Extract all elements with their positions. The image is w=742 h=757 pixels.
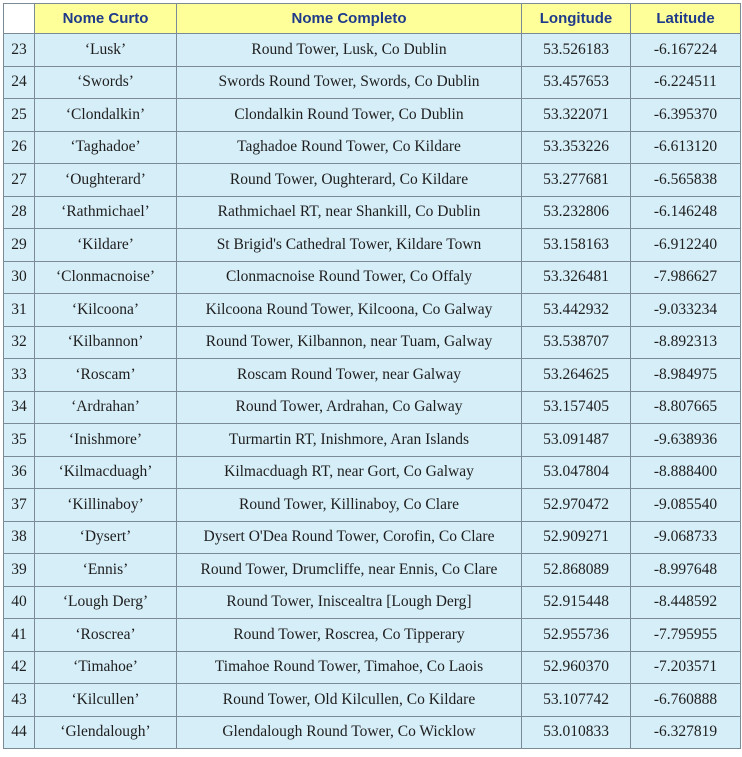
longitude-cell: 52.915448 [522, 586, 631, 619]
header-full-name: Nome Completo [177, 4, 522, 34]
full-name-cell: Round Tower, Ardrahan, Co Galway [177, 391, 522, 424]
full-name-cell: Glendalough Round Tower, Co Wicklow [177, 716, 522, 749]
short-name-cell: ‘Roscam’ [35, 359, 177, 392]
header-index [4, 4, 35, 34]
longitude-cell: 53.353226 [522, 131, 631, 164]
longitude-cell: 53.157405 [522, 391, 631, 424]
full-name-cell: Timahoe Round Tower, Timahoe, Co Laois [177, 651, 522, 684]
row-index-cell: 34 [4, 391, 35, 424]
header-latitude: Latitude [631, 4, 741, 34]
table-body [4, 34, 741, 749]
table-row [4, 716, 741, 749]
table-row [4, 489, 741, 522]
longitude-cell: 53.107742 [522, 684, 631, 717]
short-name-cell: ‘Kilcoona’ [35, 294, 177, 327]
table-row [4, 391, 741, 424]
short-name-cell: ‘Ardrahan’ [35, 391, 177, 424]
full-name-cell: Round Tower, Iniscealtra [Lough Derg] [177, 586, 522, 619]
full-name-cell: Rathmichael RT, near Shankill, Co Dublin [177, 196, 522, 229]
table-row [4, 66, 741, 99]
table-row [4, 586, 741, 619]
short-name-cell: ‘Roscrea’ [35, 619, 177, 652]
longitude-cell: 53.158163 [522, 229, 631, 262]
longitude-cell: 52.868089 [522, 554, 631, 587]
table-row [4, 554, 741, 587]
longitude-cell: 52.955736 [522, 619, 631, 652]
table-row [4, 131, 741, 164]
table-row [4, 684, 741, 717]
latitude-cell: -6.224511 [631, 66, 741, 99]
longitude-cell: 53.526183 [522, 34, 631, 67]
latitude-cell: -6.146248 [631, 196, 741, 229]
short-name-cell: ‘Lough Derg’ [35, 586, 177, 619]
table-row [4, 619, 741, 652]
short-name-cell: ‘Inishmore’ [35, 424, 177, 457]
table-row [4, 196, 741, 229]
row-index-cell: 30 [4, 261, 35, 294]
longitude-cell: 53.277681 [522, 164, 631, 197]
row-index-cell: 35 [4, 424, 35, 457]
full-name-cell: Kilmacduagh RT, near Gort, Co Galway [177, 456, 522, 489]
row-index-cell: 25 [4, 99, 35, 132]
longitude-cell: 53.232806 [522, 196, 631, 229]
short-name-cell: ‘Swords’ [35, 66, 177, 99]
row-index-cell: 28 [4, 196, 35, 229]
full-name-cell: Round Tower, Old Kilcullen, Co Kildare [177, 684, 522, 717]
short-name-cell: ‘Oughterard’ [35, 164, 177, 197]
short-name-cell: ‘Kilbannon’ [35, 326, 177, 359]
latitude-cell: -8.984975 [631, 359, 741, 392]
table-row [4, 164, 741, 197]
row-index-cell: 31 [4, 294, 35, 327]
full-name-cell: Swords Round Tower, Swords, Co Dublin [177, 66, 522, 99]
table-row [4, 261, 741, 294]
row-index-cell: 29 [4, 229, 35, 262]
full-name-cell: Turmartin RT, Inishmore, Aran Islands [177, 424, 522, 457]
short-name-cell: ‘Kilcullen’ [35, 684, 177, 717]
longitude-cell: 52.960370 [522, 651, 631, 684]
row-index-cell: 41 [4, 619, 35, 652]
table-row [4, 99, 741, 132]
longitude-cell: 53.457653 [522, 66, 631, 99]
longitude-cell: 53.047804 [522, 456, 631, 489]
longitude-cell: 53.326481 [522, 261, 631, 294]
latitude-cell: -7.795955 [631, 619, 741, 652]
full-name-cell: Round Tower, Killinaboy, Co Clare [177, 489, 522, 522]
full-name-cell: Clonmacnoise Round Tower, Co Offaly [177, 261, 522, 294]
table-row [4, 294, 741, 327]
full-name-cell: Taghadoe Round Tower, Co Kildare [177, 131, 522, 164]
row-index-cell: 42 [4, 651, 35, 684]
latitude-cell: -7.986627 [631, 261, 741, 294]
row-index-cell: 40 [4, 586, 35, 619]
longitude-cell: 53.442932 [522, 294, 631, 327]
short-name-cell: ‘Kildare’ [35, 229, 177, 262]
short-name-cell: ‘Killinaboy’ [35, 489, 177, 522]
row-index-cell: 38 [4, 521, 35, 554]
short-name-cell: ‘Taghadoe’ [35, 131, 177, 164]
latitude-cell: -8.892313 [631, 326, 741, 359]
full-name-cell: Dysert O'Dea Round Tower, Corofin, Co Clare [177, 521, 522, 554]
table-row [4, 34, 741, 67]
short-name-cell: ‘Rathmichael’ [35, 196, 177, 229]
full-name-cell: Round Tower, Oughterard, Co Kildare [177, 164, 522, 197]
round-towers-table [3, 3, 741, 749]
row-index-cell: 44 [4, 716, 35, 749]
latitude-cell: -9.638936 [631, 424, 741, 457]
longitude-cell: 53.264625 [522, 359, 631, 392]
longitude-cell: 52.909271 [522, 521, 631, 554]
full-name-cell: Round Tower, Roscrea, Co Tipperary [177, 619, 522, 652]
row-index-cell: 43 [4, 684, 35, 717]
latitude-cell: -6.760888 [631, 684, 741, 717]
latitude-cell: -9.068733 [631, 521, 741, 554]
row-index-cell: 39 [4, 554, 35, 587]
full-name-cell: Round Tower, Lusk, Co Dublin [177, 34, 522, 67]
latitude-cell: -6.327819 [631, 716, 741, 749]
short-name-cell: ‘Clondalkin’ [35, 99, 177, 132]
row-index-cell: 33 [4, 359, 35, 392]
table-row [4, 521, 741, 554]
latitude-cell: -6.912240 [631, 229, 741, 262]
full-name-cell: Clondalkin Round Tower, Co Dublin [177, 99, 522, 132]
table-row [4, 424, 741, 457]
short-name-cell: ‘Lusk’ [35, 34, 177, 67]
full-name-cell: Roscam Round Tower, near Galway [177, 359, 522, 392]
longitude-cell: 53.091487 [522, 424, 631, 457]
short-name-cell: ‘Ennis’ [35, 554, 177, 587]
row-index-cell: 37 [4, 489, 35, 522]
table-row [4, 359, 741, 392]
longitude-cell: 53.322071 [522, 99, 631, 132]
row-index-cell: 36 [4, 456, 35, 489]
header-longitude: Longitude [522, 4, 631, 34]
table-row [4, 229, 741, 262]
row-index-cell: 27 [4, 164, 35, 197]
short-name-cell: ‘Timahoe’ [35, 651, 177, 684]
table-row [4, 456, 741, 489]
latitude-cell: -6.613120 [631, 131, 741, 164]
short-name-cell: ‘Clonmacnoise’ [35, 261, 177, 294]
short-name-cell: ‘Kilmacduagh’ [35, 456, 177, 489]
latitude-cell: -8.888400 [631, 456, 741, 489]
latitude-cell: -8.448592 [631, 586, 741, 619]
longitude-cell: 52.970472 [522, 489, 631, 522]
row-index-cell: 23 [4, 34, 35, 67]
longitude-cell: 53.538707 [522, 326, 631, 359]
longitude-cell: 53.010833 [522, 716, 631, 749]
latitude-cell: -8.997648 [631, 554, 741, 587]
latitude-cell: -6.565838 [631, 164, 741, 197]
full-name-cell: St Brigid's Cathedral Tower, Kildare Town [177, 229, 522, 262]
table-row [4, 651, 741, 684]
row-index-cell: 26 [4, 131, 35, 164]
latitude-cell: -9.085540 [631, 489, 741, 522]
latitude-cell: -6.395370 [631, 99, 741, 132]
full-name-cell: Round Tower, Kilbannon, near Tuam, Galway [177, 326, 522, 359]
latitude-cell: -9.033234 [631, 294, 741, 327]
latitude-cell: -8.807665 [631, 391, 741, 424]
latitude-cell: -6.167224 [631, 34, 741, 67]
header-short-name: Nome Curto [35, 4, 177, 34]
table-row [4, 326, 741, 359]
row-index-cell: 24 [4, 66, 35, 99]
table-header-row [4, 4, 741, 34]
full-name-cell: Kilcoona Round Tower, Kilcoona, Co Galway [177, 294, 522, 327]
row-index-cell: 32 [4, 326, 35, 359]
full-name-cell: Round Tower, Drumcliffe, near Ennis, Co Clare [177, 554, 522, 587]
short-name-cell: ‘Glendalough’ [35, 716, 177, 749]
latitude-cell: -7.203571 [631, 651, 741, 684]
short-name-cell: ‘Dysert’ [35, 521, 177, 554]
